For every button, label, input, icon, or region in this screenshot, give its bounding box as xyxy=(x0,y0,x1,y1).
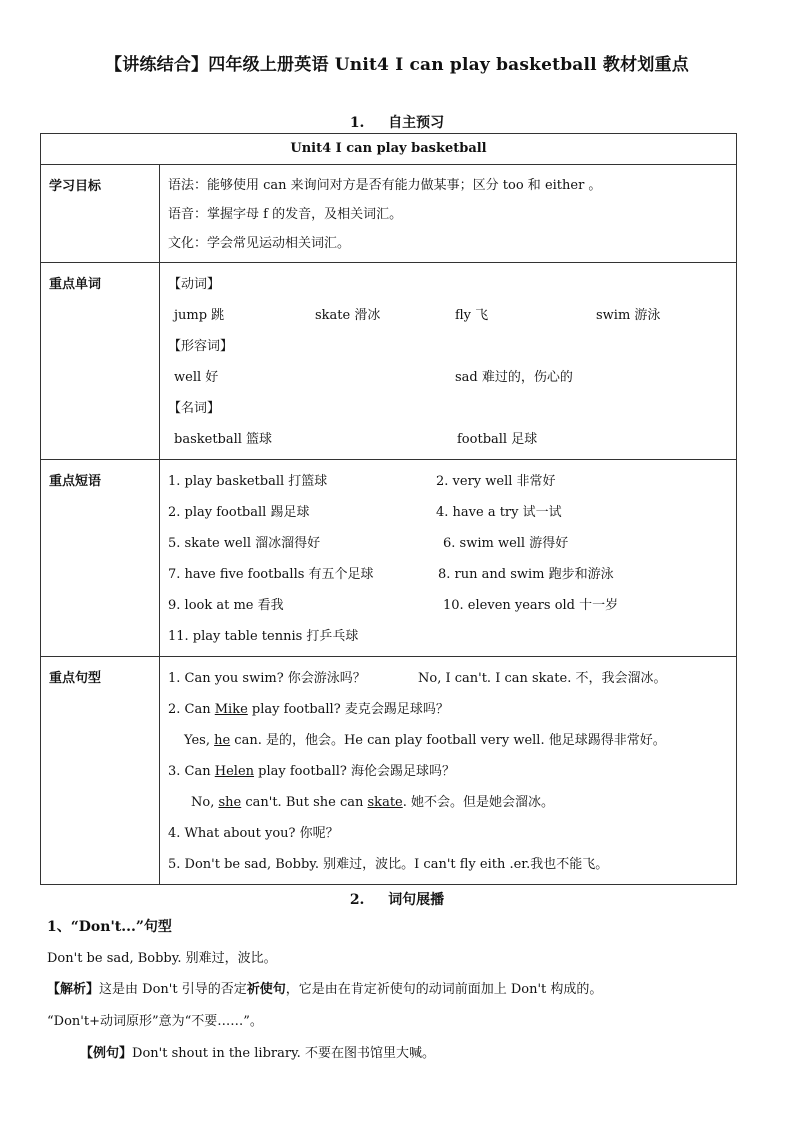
analysis-keyword: 祈使句 xyxy=(246,982,286,997)
study-plan-table xyxy=(40,133,737,885)
verb-heading: 【动词】 xyxy=(168,277,221,292)
phrase-row xyxy=(168,466,730,497)
sentence-3 xyxy=(168,756,730,787)
goal-phonics: 语音：掌握字母 f 的发音，及相关词汇。 xyxy=(168,207,403,222)
phrase-item: 2. very well 非常好 xyxy=(436,474,556,489)
sentence-text: play football? 海伦会踢足球吗？ xyxy=(254,764,456,779)
underlined-name: Mike xyxy=(214,702,248,717)
analysis-label: 【解析】 xyxy=(47,982,100,997)
phrase-item: 6. swim well 游得好 xyxy=(443,536,569,551)
sentence-text: play football? 麦克会踢足球吗？ xyxy=(247,702,449,717)
sentence-5: 5. Don't be sad, Bobby. 别难过，波比。I can't fly eith .er.我也不能飞。 xyxy=(168,857,609,872)
word-item: skate 滑冰 xyxy=(315,308,381,323)
sentence-text: 2. Can xyxy=(168,702,215,717)
phrase-item: 11. play table tennis 打乒乓球 xyxy=(168,629,359,644)
document-title: 【讲练结合】四年级上册英语 Unit4 I can play basketball 教材划重点 xyxy=(105,55,689,75)
adj-row xyxy=(168,362,730,393)
point-1-analysis xyxy=(47,978,602,997)
point-1-example-sentence xyxy=(80,1042,435,1061)
point-1-example: Don't be sad, Bobby. 别难过，波比。 xyxy=(47,951,277,966)
phrase-row xyxy=(168,590,730,621)
word-item: well 好 xyxy=(174,370,219,385)
section-2-title: 词句展播 xyxy=(388,892,445,908)
phrase-row xyxy=(168,497,730,528)
sentences-content xyxy=(160,657,737,885)
sentence-2 xyxy=(168,694,730,725)
sentence-1-question: 1. Can you swim? 你会游泳吗？ xyxy=(168,671,366,686)
words-label: 重点单词 xyxy=(41,263,160,460)
phrase-item: 10. eleven years old 十一岁 xyxy=(443,598,619,613)
sentence-1 xyxy=(168,663,730,694)
word-item: jump 跳 xyxy=(174,308,225,323)
phrase-row xyxy=(168,621,730,652)
sentence-text: can't. But she can xyxy=(241,795,368,810)
goal-culture: 文化：学会常见运动相关词汇。 xyxy=(168,236,351,251)
sentence-1-answer: No, I can't. I can skate. 不，我会溜冰。 xyxy=(418,671,667,686)
adj-heading: 【形容词】 xyxy=(168,339,234,354)
sentence-4: 4. What about you? 你呢？ xyxy=(168,826,339,841)
underlined-pronoun: she xyxy=(218,795,242,810)
words-content xyxy=(160,263,737,460)
phrase-item: 1. play basketball 打篮球 xyxy=(168,474,328,489)
example-label: 【例句】 xyxy=(80,1046,133,1061)
underlined-name: Helen xyxy=(214,764,255,779)
phrase-item: 5. skate well 溜冰溜得好 xyxy=(168,536,321,551)
phrases-content xyxy=(160,460,737,657)
goals-content xyxy=(160,165,737,263)
goals-label: 学习目标 xyxy=(41,165,160,263)
analysis-text: ，它是由在肯定祈使句的动词前面加上 Don't 构成的。 xyxy=(285,982,603,997)
word-item: sad 难过的，伤心的 xyxy=(455,370,573,385)
point-1-heading: 1、“Don't...”句型 xyxy=(47,919,172,935)
noun-row xyxy=(168,424,730,455)
sentence-3-reply xyxy=(168,787,730,818)
sentence-2-reply xyxy=(168,725,730,756)
phrase-item: 8. run and swim 跑步和游泳 xyxy=(438,567,614,582)
section-1-number: 1. xyxy=(349,115,365,131)
phrases-label: 重点短语 xyxy=(41,460,160,657)
word-item: fly 飞 xyxy=(455,308,489,323)
section-1-title: 自主预习 xyxy=(388,115,445,131)
phrase-item: 4. have a try 试一试 xyxy=(436,505,562,520)
goal-grammar: 语法：能够使用 can 来询问对方是否有能力做某事；区分 too 和 either 。 xyxy=(168,178,602,193)
phrase-item: 2. play football 踢足球 xyxy=(168,505,310,520)
sentence-text: 3. Can xyxy=(168,764,215,779)
example-text: Don't shout in the library. 不要在图书馆里大喊。 xyxy=(132,1046,435,1061)
phrase-row xyxy=(168,559,730,590)
word-item: swim 游泳 xyxy=(596,308,661,323)
verb-row xyxy=(168,300,730,331)
phrase-row xyxy=(168,528,730,559)
underlined-verb: skate xyxy=(367,795,403,810)
underlined-pronoun: he xyxy=(214,733,231,748)
sentence-text: Yes, xyxy=(184,733,215,748)
sentence-text: . 她不会。但是她会溜冰。 xyxy=(402,795,554,810)
sentence-text: can. 是的，他会。He can play football very well. 他足球踢得非常好。 xyxy=(230,733,666,748)
noun-heading: 【名词】 xyxy=(168,401,221,416)
analysis-text: 这是由 Don't 引导的否定 xyxy=(99,982,247,997)
section-1-heading xyxy=(0,112,794,132)
unit-title-cell: Unit4 I can play basketball xyxy=(41,134,737,165)
point-1-meaning: “Don't+动词原形”意为“不要……”。 xyxy=(47,1014,263,1029)
word-item: basketball 篮球 xyxy=(174,432,273,447)
sentences-label: 重点句型 xyxy=(41,657,160,885)
section-2-number: 2. xyxy=(349,892,365,908)
section-2-heading xyxy=(0,889,794,909)
phrase-item: 7. have five footballs 有五个足球 xyxy=(168,567,374,582)
phrase-item: 9. look at me 看我 xyxy=(168,598,284,613)
sentence-text: No, xyxy=(191,795,219,810)
word-item: football 足球 xyxy=(457,432,538,447)
